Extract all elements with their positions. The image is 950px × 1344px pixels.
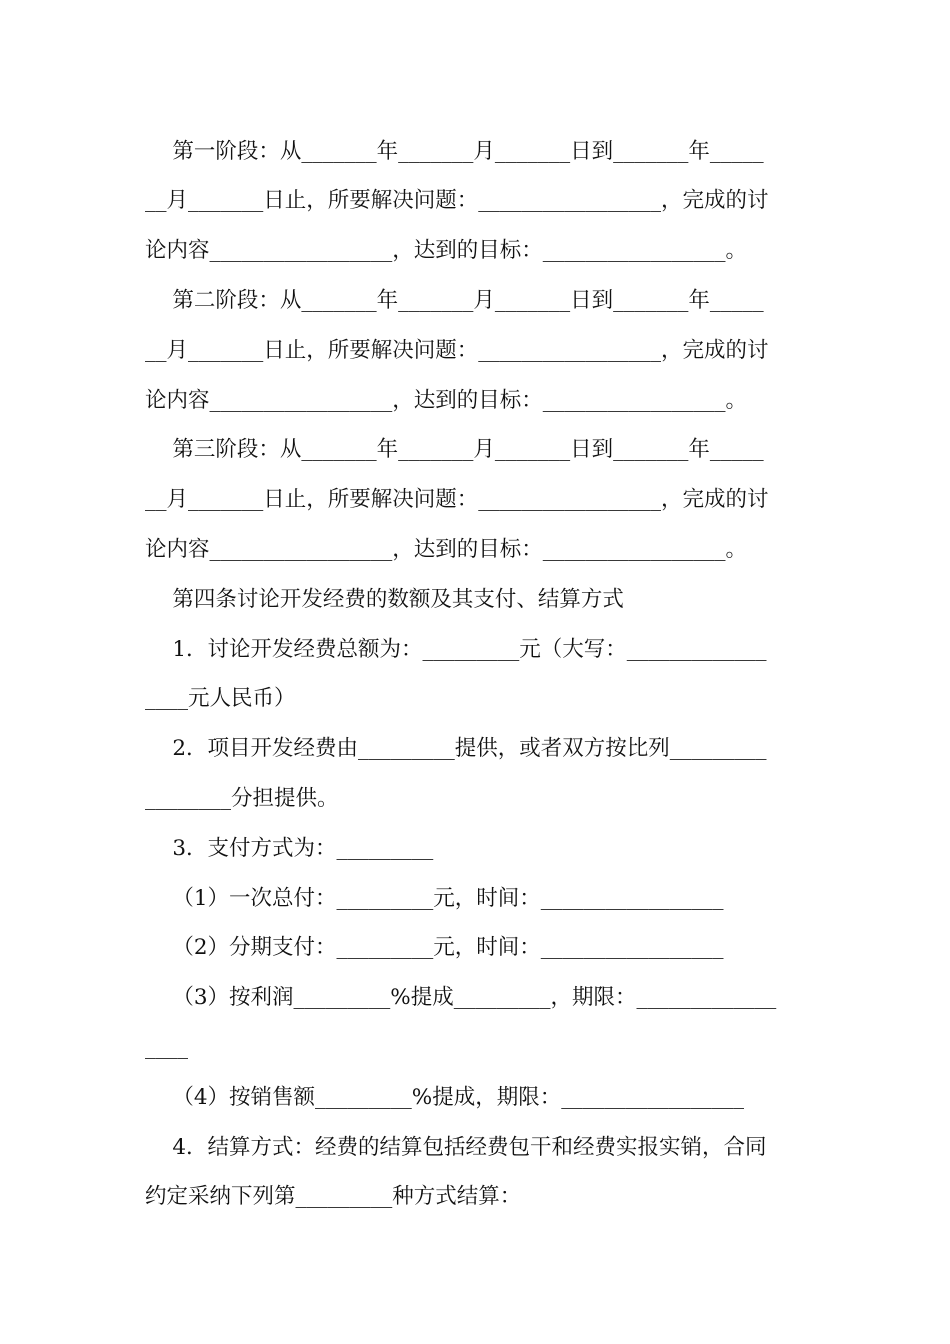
payment-profit-continuation: ____ bbox=[145, 1035, 188, 1060]
funding-source-continuation: ________分担提供。 bbox=[145, 786, 339, 811]
stage2-problem-line: __月_______日止，所要解决问题：_________________，完成的讨 bbox=[145, 338, 769, 363]
stage2-goal-line: 论内容_________________，达到的目标：_________________。 bbox=[145, 388, 748, 413]
payment-profit-line: （3）按利润_________%提成_________，期限：_____________ bbox=[145, 985, 777, 1010]
funding-source-line: 2．项目开发经费由_________提供，或者双方按比列_________ bbox=[145, 736, 767, 761]
settlement-method-line: 4．结算方式：经费的结算包括经费包干和经费实报实销，合同 bbox=[145, 1135, 767, 1160]
stage2-date-line: 第二阶段：从_______年_______月_______日到_______年_____ bbox=[145, 288, 764, 313]
payment-installment-line: （2）分期支付：_________元，时间：_________________ bbox=[145, 935, 724, 960]
stage1-date-line: 第一阶段：从_______年_______月_______日到_______年_____ bbox=[145, 139, 764, 164]
payment-lump-sum-line: （1）一次总付：_________元，时间：_________________ bbox=[145, 886, 724, 911]
settlement-method-continuation: 约定采纳下列第_________种方式结算： bbox=[145, 1184, 522, 1209]
stage3-problem-line: __月_______日止，所要解决问题：_________________，完成的讨 bbox=[145, 487, 769, 512]
article4-heading: 第四条讨论开发经费的数额及其支付、结算方式 bbox=[145, 587, 624, 612]
funding-total-continuation: ____元人民币） bbox=[145, 686, 296, 711]
stage1-problem-line: __月_______日止，所要解决问题：_________________，完成的讨 bbox=[145, 188, 769, 213]
stage3-goal-line: 论内容_________________，达到的目标：_________________。 bbox=[145, 537, 748, 562]
stage3-date-line: 第三阶段：从_______年_______月_______日到_______年_____ bbox=[145, 437, 764, 462]
payment-sales-line: （4）按销售额_________%提成，期限：_________________ bbox=[145, 1085, 744, 1110]
payment-method-line: 3．支付方式为：_________ bbox=[145, 836, 434, 861]
funding-total-line: 1．讨论开发经费总额为：_________元（大写：_____________ bbox=[145, 637, 767, 662]
stage1-goal-line: 论内容_________________，达到的目标：_________________。 bbox=[145, 238, 748, 263]
